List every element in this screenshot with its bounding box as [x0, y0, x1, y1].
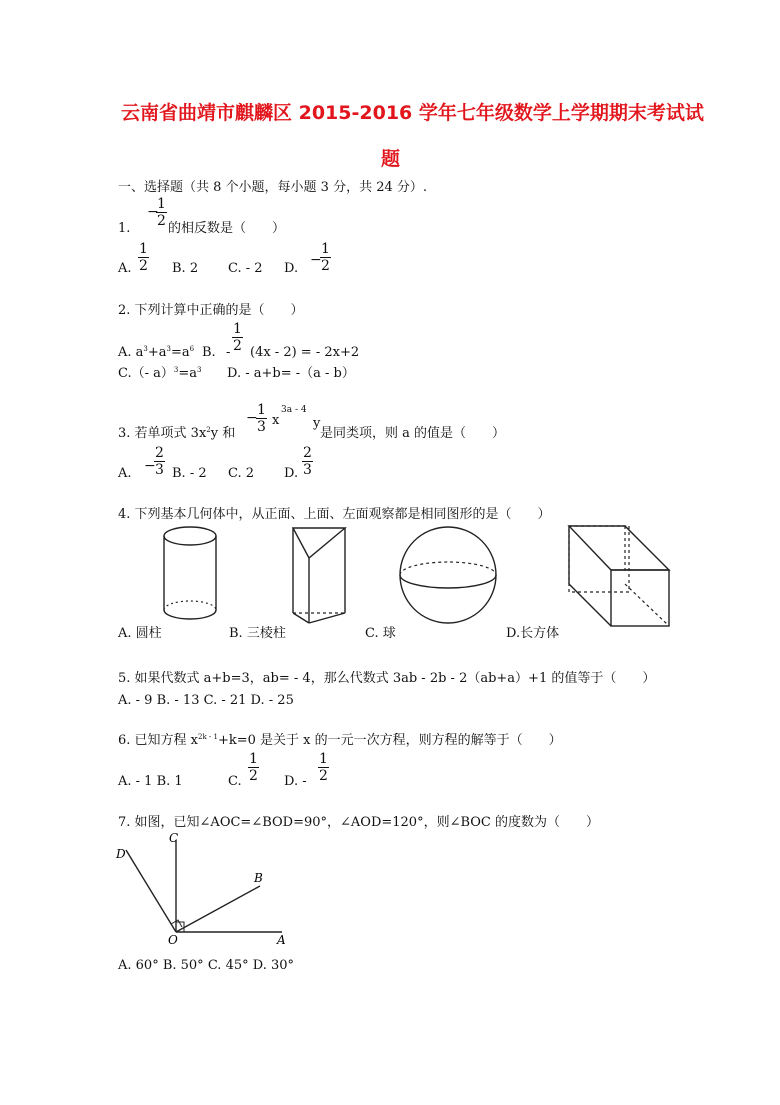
q3-monomial-x: x — [272, 413, 280, 428]
q2-option-a: A. $a^3+a^3=a^6$ — [118, 345, 195, 360]
triangular-prism-figure — [285, 518, 365, 628]
q3-option-d-fraction: $\frac{2}{3}$ — [303, 445, 312, 478]
section-heading: 一、选择题（共 8 个小题，每小题 3 分，共 24 分）. — [118, 180, 428, 195]
q1-option-c: C. - 2 — [228, 261, 263, 276]
q1-option-d-fraction: $\frac{1}{2}$ — [321, 241, 330, 274]
q5-options: A. - 9 B. - 13 C. - 21 D. - 25 — [118, 693, 294, 708]
q1-option-b: B. 2 — [172, 261, 199, 276]
q3-monomial-y: y — [313, 416, 321, 431]
q3-option-a: A. — [118, 466, 132, 481]
q6-option-d-fraction: $\frac{1}{2}$ — [319, 751, 328, 784]
q1-stem-fraction: $\frac{1}{2}$ — [157, 196, 166, 229]
q2-option-d: D. - a+b= -（a - b） — [227, 366, 355, 381]
q7-options: A. 60° B. 50° C. 45° D. 30° — [118, 958, 295, 973]
q1-option-a-fraction: $\frac{1}{2}$ — [139, 241, 148, 274]
q3-monomial-exponent: 3a - 4 — [281, 405, 307, 415]
q3-stem-start: 3. 若单项式 $3x^2y$ 和 — [118, 426, 236, 441]
q1-option-d-minus: − — [310, 252, 322, 268]
q1-number: 1. — [118, 221, 131, 236]
q3-option-b: B. - 2 — [172, 466, 207, 481]
q2-option-b: (4x - 2) = - 2x+2 — [250, 345, 360, 360]
q3-monomial-minus: − — [246, 410, 258, 426]
q5-stem: 5. 如果代数式 a+b=3，ab= - 4，那么代数式 3ab - 2b - 2（ab+a）+1 的值等于（ ） — [118, 671, 656, 686]
q4-option-d: D.长方体 — [506, 626, 560, 641]
q1-option-a: A. — [118, 261, 132, 276]
q2-option-c: C.（- $a)^3=a^3$ — [118, 366, 202, 381]
label-a: A — [277, 933, 286, 947]
sphere-figure — [396, 520, 508, 630]
label-b: B — [254, 871, 263, 885]
q3-option-a-fraction: $\frac{2}{3}$ — [155, 445, 164, 478]
q6-option-c-fraction: $\frac{1}{2}$ — [249, 751, 258, 784]
page-title: 云南省曲靖市麒麟区 2015-2016 学年七年级数学上学期期末考试试 — [121, 102, 704, 124]
q4-option-b: B. 三棱柱 — [229, 626, 286, 641]
q6-option-ab: A. - 1 B. 1 — [118, 774, 183, 789]
q3-stem-end: 是同类项，则 a 的值是（ ） — [320, 426, 506, 441]
q2-option-b-minus: - — [226, 345, 231, 360]
q2-option-b-fraction: $\frac{1}{2}$ — [233, 321, 242, 354]
label-c: C — [169, 831, 179, 845]
q6-option-d: D. - — [284, 774, 307, 789]
q3-option-c: C. 2 — [228, 466, 255, 481]
q3-option-d: D. — [284, 466, 299, 481]
q3-monomial-fraction: $\frac{1}{3}$ — [257, 402, 266, 435]
q7-stem: 7. 如图，已知∠AOC=∠BOD=90°，∠AOD=120°，则∠BOC 的度数为（ ） — [118, 815, 600, 830]
label-d: D — [116, 847, 126, 861]
q1-stem-minus: − — [147, 204, 159, 220]
q6-option-c: C. — [228, 774, 242, 789]
page-title-continued: 题 — [381, 148, 401, 170]
q3-option-a-minus: − — [144, 458, 156, 474]
q4-option-a: A. 圆柱 — [118, 626, 162, 641]
q4-stem: 4. 下列基本几何体中，从正面、上面、左面观察都是相同图形的是（ ） — [118, 507, 551, 522]
q1-option-d: D. — [284, 261, 299, 276]
q2-option-b-label: B. — [202, 345, 216, 360]
q4-option-c: C. 球 — [365, 626, 396, 641]
q1-stem: 的相反数是（ ） — [168, 221, 286, 236]
cylinder-figure — [150, 522, 230, 626]
q2-stem: 2. 下列计算中正确的是（ ） — [118, 303, 304, 318]
cuboid-figure — [565, 522, 675, 630]
q6-stem: 6. 已知方程 $x^{2k - 1}+k=0$ 是关于 x 的一元一次方程，则方程的解等于（ ） — [118, 733, 562, 748]
label-o: O — [168, 933, 178, 947]
angle-figure — [112, 826, 292, 950]
